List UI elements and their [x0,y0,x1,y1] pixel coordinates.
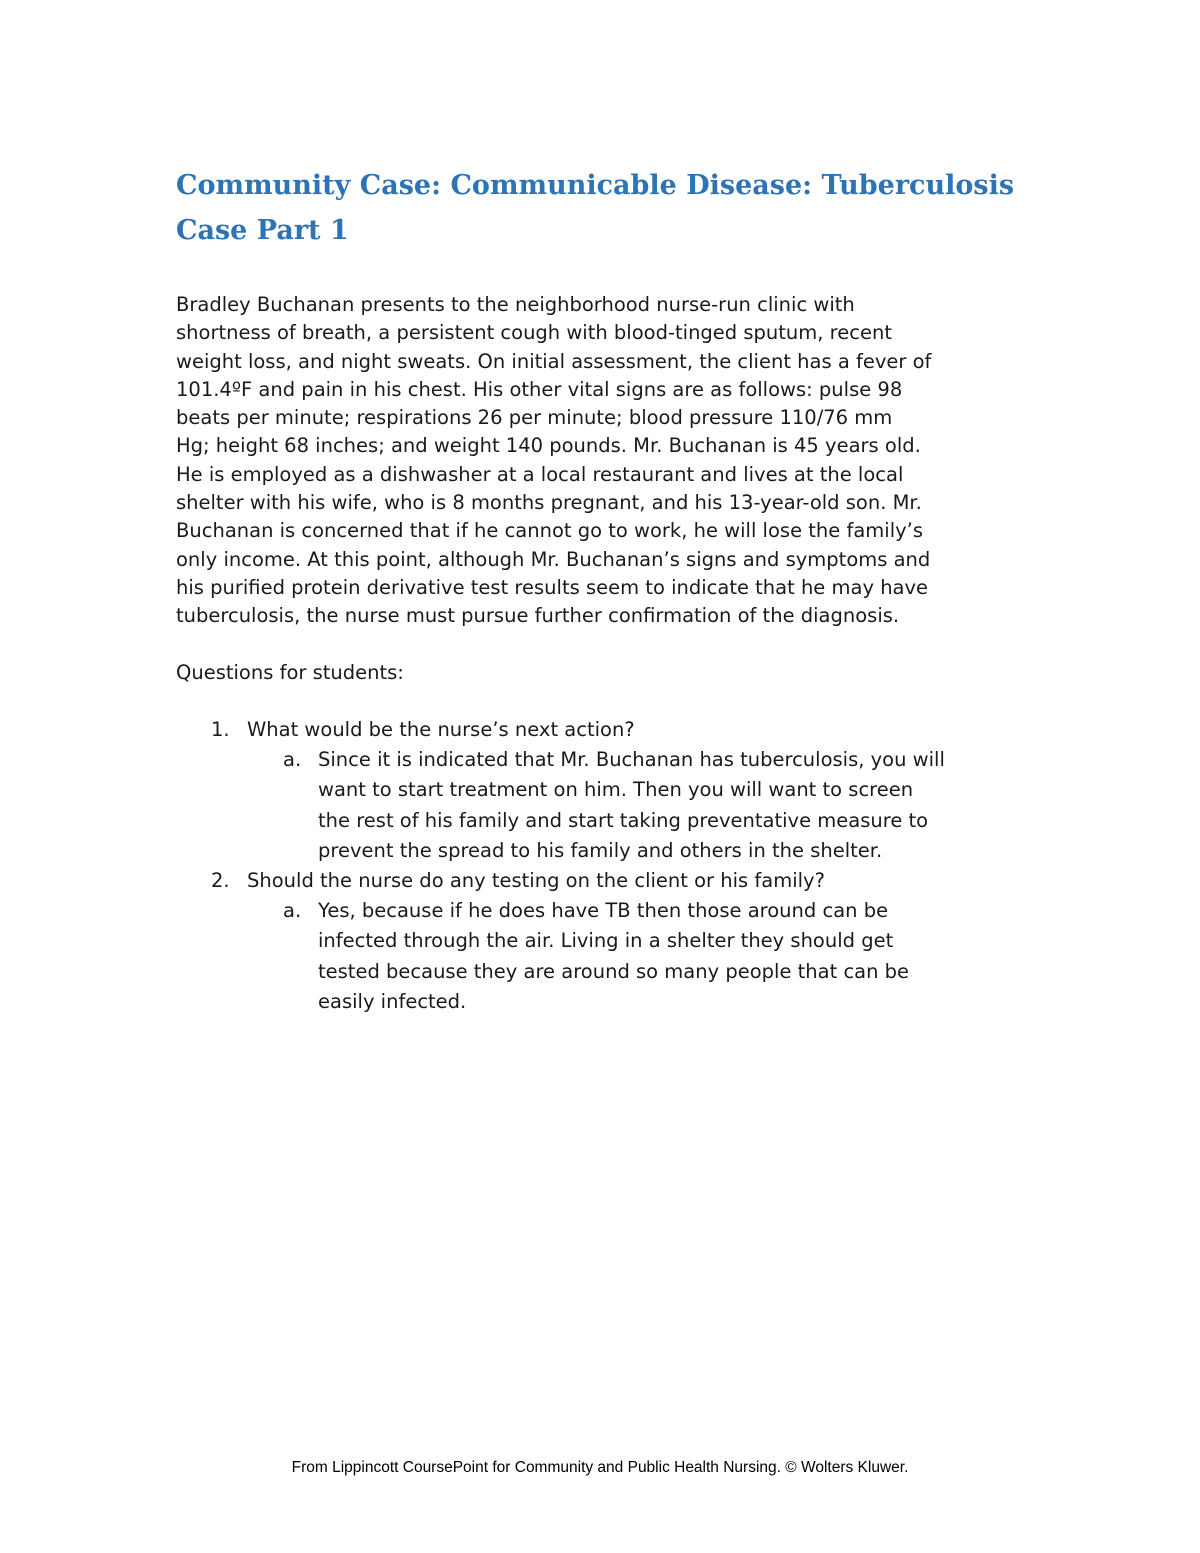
intro-line: his purified protein derivative test results seem to indicate that he may have [176,575,929,599]
answer-line: want to start treatment on him. Then you will want to screen [318,778,914,802]
intro-line: Bradley Buchanan presents to the neighborhood nurse-run clinic with [176,293,855,316]
answer-line: prevent the spread to his family and others in the shelter. [318,838,883,862]
answer-line: Since it is indicated that Mr. Buchanan has tuberculosis, you will [318,748,945,772]
question-item [176,715,1076,866]
answer-list [247,896,1076,1017]
answer-line: easily infected. [318,989,467,1013]
questions-list [176,715,1076,1017]
intro-line: tuberculosis, the nurse must pursue further confirmation of the diagnosis. [176,604,900,628]
case-intro-paragraph [176,291,1076,631]
footer-attribution: From Lippincott CoursePoint for Community and Public Health Nursing. © Wolters Kluwer. [291,1459,909,1476]
title-line-2: Case Part 1 [176,215,349,246]
answer-letter: a. [283,899,302,923]
answer-item [247,896,1076,1017]
answer-line: infected through the air. Living in a shelter they should get [318,929,894,953]
intro-line: 101.4ºF and pain in his chest. His other vital signs are as follows: pulse 98 [176,377,903,401]
intro-line: Buchanan is concerned that if he cannot go to work, he will lose the family’s [176,519,924,543]
intro-line: shelter with his wife, who is 8 months pregnant, and his 13-year-old son. Mr. [176,491,922,515]
question-number: 1. [211,718,230,741]
answer-line: Yes, because if he does have TB then those around can be [318,899,889,923]
question-text: Should the nurse do any testing on the client or his family? [247,869,825,893]
question-item [176,866,1076,1017]
title-line-1: Community Case: Communicable Disease: Tuberculosis [176,170,1015,201]
questions-label: Questions for students: [176,661,404,684]
intro-line: shortness of breath, a persistent cough with blood-tinged sputum, recent [176,321,892,345]
answer-letter: a. [283,748,302,772]
question-number: 2. [211,869,230,893]
intro-line: Hg; height 68 inches; and weight 140 pounds. Mr. Buchanan is 45 years old. [176,434,921,458]
answer-list [247,745,1076,866]
answer-line: tested because they are around so many people that can be [318,959,910,983]
answer-item [247,745,1076,866]
intro-line: He is employed as a dishwasher at a local restaurant and lives at the local [176,462,904,486]
intro-line: beats per minute; respirations 26 per minute; blood pressure 110/76 mm [176,406,893,430]
question-text: What would be the nurse’s next action? [247,718,635,741]
intro-line: only income. At this point, although Mr. Buchanan’s signs and symptoms and [176,547,931,571]
intro-line: weight loss, and night sweats. On initial assessment, the client has a fever of [176,349,932,373]
document-title [176,163,1076,253]
answer-line: the rest of his family and start taking preventative measure to [318,808,929,832]
